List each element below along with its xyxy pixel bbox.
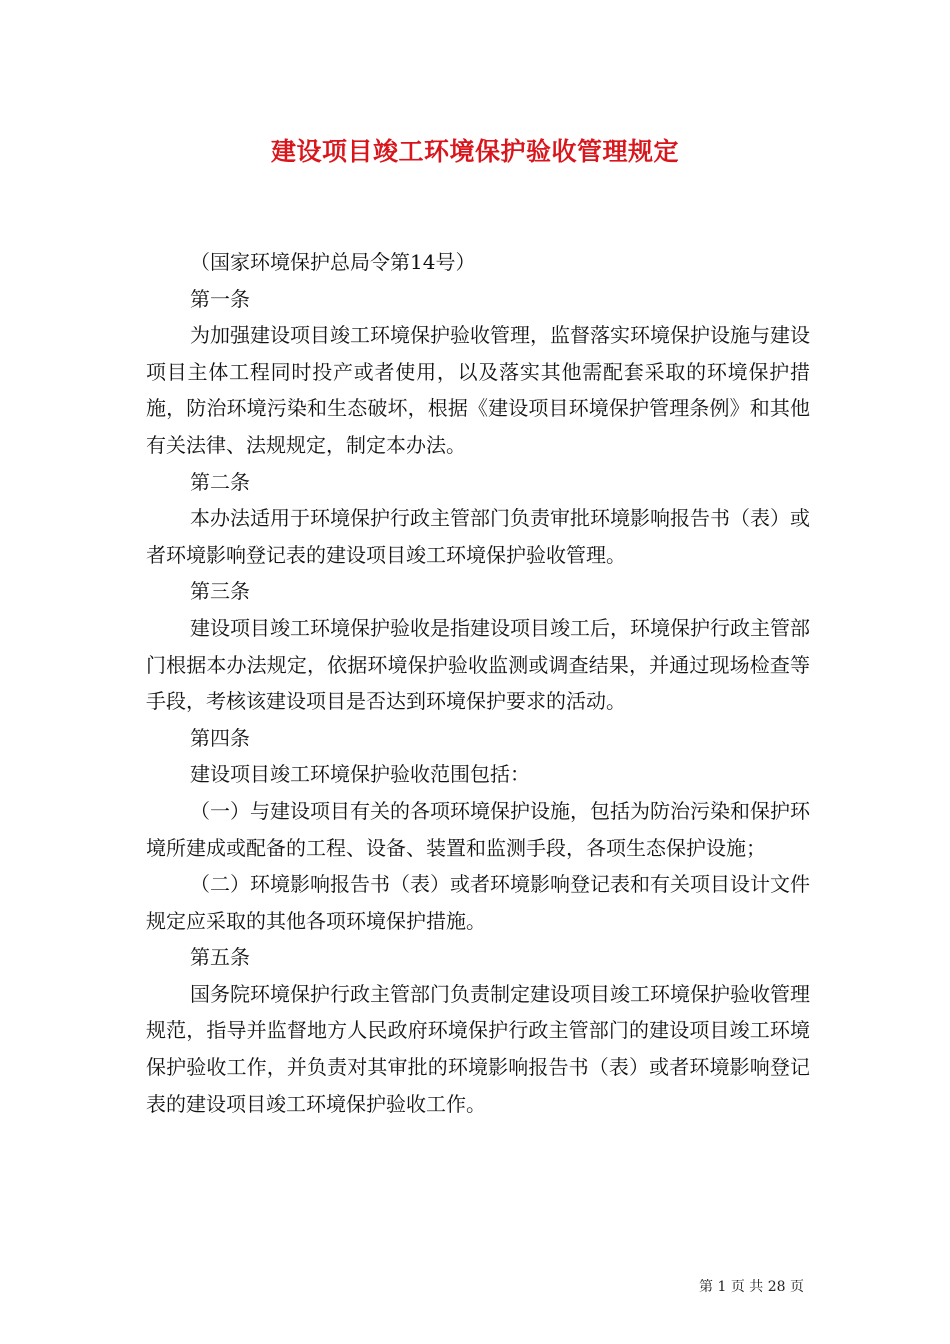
article-paragraph: 为加强建设项目竣工环境保护验收管理，监督落实环境保护设施与建设项目主体工程同时投产或者使用，以及落实其他需配套采取的环境保护措施，防治环境污染和生态破坏，根据《建设项目环境保护管理条例》和其他有关法律、法规规定，制定本办法。 [146, 323, 810, 457]
page-title: 建设项目竣工环境保护验收管理规定 [270, 137, 679, 166]
decree-number: （国家环境保护总局令第14号） [190, 250, 476, 274]
article-paragraph: 建设项目竣工环境保护验收范围包括： [190, 762, 530, 787]
document-body [146, 244, 810, 1122]
article-paragraph: 建设项目竣工环境保护验收是指建设项目竣工后，环境保护行政主管部门根据本办法规定，依据环境保护验收监测或调查结果，并通过现场检查等手段，考核该建设项目是否达到环境保护要求的活动。 [146, 615, 810, 714]
article-heading: 第一条 [190, 286, 250, 311]
page-number: 第 1 页 共 28 页 [699, 1279, 804, 1295]
article-heading: 第二条 [190, 469, 250, 494]
list-item: （一）与建设项目有关的各项环境保护设施，包括为防治污染和保护环境所建成或配备的工程、设备、装置和监测手段，各项生态保护设施； [146, 798, 810, 860]
article-heading: 第五条 [190, 945, 250, 970]
article-heading: 第三条 [190, 579, 250, 604]
article-paragraph: 国务院环境保护行政主管部门负责制定建设项目竣工环境保护验收管理规范，指导并监督地方人民政府环境保护行政主管部门的建设项目竣工环境保护验收工作，并负责对其审批的环境影响报告书（表）或者环境影响登记表的建设项目竣工环境保护验收工作。 [146, 981, 810, 1116]
list-item: （二）环境影响报告书（表）或者环境影响登记表和有关项目设计文件规定应采取的其他各项环境保护措施。 [146, 872, 810, 933]
article-paragraph: 本办法适用于环境保护行政主管部门负责审批环境影响报告书（表）或者环境影响登记表的建设项目竣工环境保护验收管理。 [146, 506, 810, 567]
article-heading: 第四条 [190, 725, 250, 750]
